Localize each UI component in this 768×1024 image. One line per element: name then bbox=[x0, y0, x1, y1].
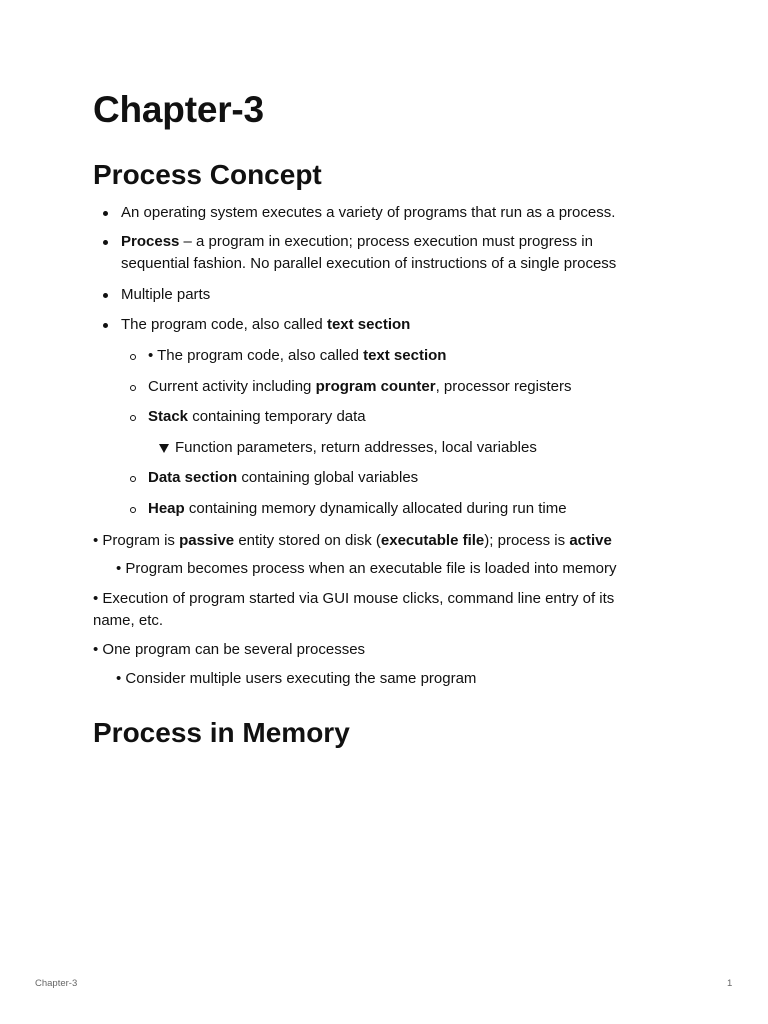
list-item: An operating system executes a variety of programs that run as a process. bbox=[121, 204, 616, 221]
paragraph-indented: • Program becomes process when an executable file is loaded into memory bbox=[116, 560, 617, 577]
paragraph-continuation: name, etc. bbox=[93, 612, 164, 629]
footer-title: Chapter-3 bbox=[35, 978, 78, 989]
page-number: 1 bbox=[727, 978, 733, 989]
bullet-circle-icon bbox=[130, 415, 136, 421]
paragraph: • Program is passive entity stored on disk (executable file); process is active bbox=[93, 532, 612, 549]
list-item: The program code, also called text section bbox=[121, 316, 411, 333]
section-heading-process-concept: Process Concept bbox=[93, 159, 322, 190]
sub-list-item: Stack containing temporary data bbox=[148, 408, 366, 425]
section-heading-process-in-memory: Process in Memory bbox=[93, 717, 350, 748]
bullet-disc-icon bbox=[103, 323, 108, 328]
sub-list-item: Data section containing global variables bbox=[148, 469, 419, 486]
list-item: Process – a program in execution; process execution must progress in bbox=[121, 233, 593, 250]
list-item: Multiple parts bbox=[121, 286, 211, 303]
bullet-disc-icon bbox=[103, 240, 108, 245]
bullet-disc-icon bbox=[103, 211, 108, 216]
bullet-disc-icon bbox=[103, 293, 108, 298]
paragraph: • Execution of program started via GUI mouse clicks, command line entry of its bbox=[93, 590, 615, 607]
page-title: Chapter-3 bbox=[93, 89, 264, 130]
bullet-circle-icon bbox=[130, 476, 136, 482]
list-item-continuation: sequential fashion. No parallel execution of instructions of a single process bbox=[121, 255, 617, 272]
toggle-item[interactable]: Function parameters, return addresses, local variables bbox=[175, 439, 537, 456]
paragraph-indented: • Consider multiple users executing the same program bbox=[116, 670, 477, 687]
bullet-circle-icon bbox=[130, 385, 136, 391]
sub-list-item: Heap containing memory dynamically allocated during run time bbox=[148, 500, 567, 517]
bullet-circle-icon bbox=[130, 354, 136, 360]
sub-list-item: Current activity including program counter, processor registers bbox=[148, 378, 572, 395]
toggle-triangle-icon[interactable] bbox=[159, 444, 169, 453]
bullet-circle-icon bbox=[130, 507, 136, 513]
paragraph: • One program can be several processes bbox=[93, 641, 366, 658]
sub-list-item: • The program code, also called text section bbox=[148, 347, 447, 364]
